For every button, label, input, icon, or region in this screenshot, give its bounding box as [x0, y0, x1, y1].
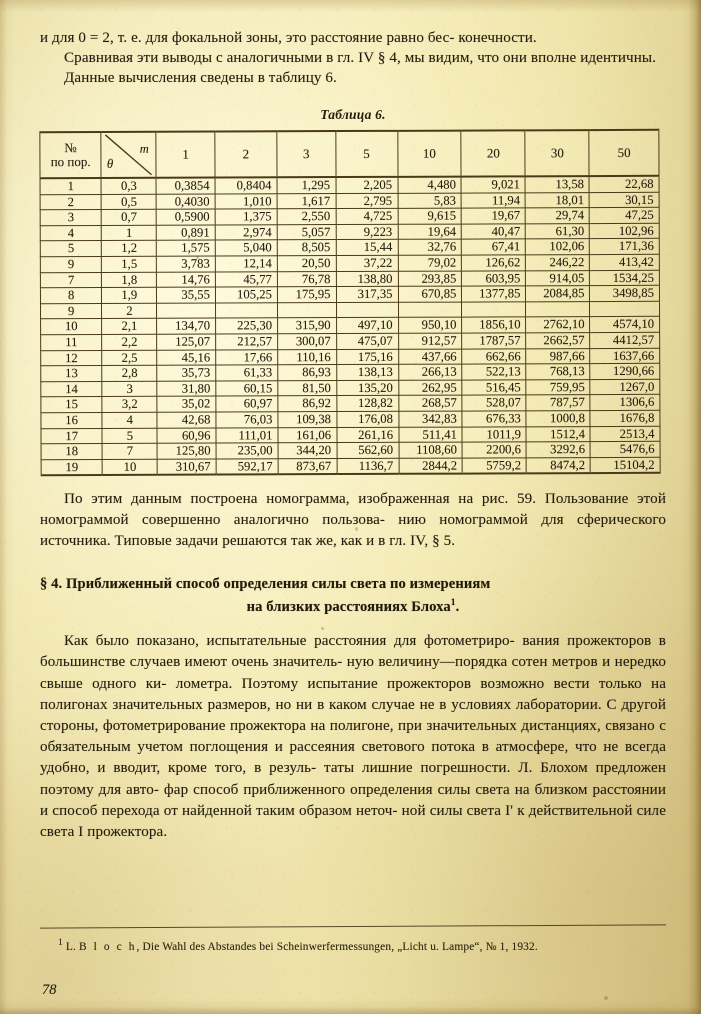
cell-value: 60,15: [216, 380, 278, 396]
cell-value: 5,057: [277, 224, 336, 240]
cell-value: 32,76: [398, 239, 462, 255]
table-header-row: [40, 129, 659, 177]
cell-value: 61,30: [526, 223, 590, 239]
paragraph-5-line-6: не в условиях лаборатории. С другой стороны, фотометрирование: [40, 696, 667, 734]
cell-value: 45,16: [157, 349, 216, 365]
table-row: [41, 425, 660, 443]
table-row: [40, 269, 659, 287]
cell-theta: 2,1: [102, 318, 157, 334]
cell-row-number: 2: [40, 194, 101, 210]
paragraph-5-line-2: вания прожекторов в большинстве случаев имеют очень значитель-: [40, 633, 667, 671]
footnote-separator-rule: [40, 924, 666, 928]
table-row: [41, 441, 660, 459]
header-theta-symbol: θ: [106, 155, 114, 171]
cell-value: 20,50: [277, 255, 336, 271]
footnote-line-2: Lampe“, № 1, 1932.: [442, 940, 538, 953]
cell-value: 592,17: [216, 458, 278, 474]
cell-value: 1,295: [277, 177, 336, 193]
paragraph-5-line-4: лометра. Поэтому испытание прожекторов возможно вести: [175, 675, 590, 692]
cell-value: 1512,4: [526, 426, 590, 442]
cell-value: 987,66: [526, 348, 590, 364]
cell-value: 262,95: [398, 379, 462, 395]
cell-value: 344,20: [278, 442, 337, 458]
paragraph-5-line-9: в атмосфере, что не всегда удобно, и вводит, кроме того, в резуль-: [40, 739, 666, 777]
cell-row-number: 12: [41, 350, 102, 366]
paragraph-1-line-1: и для 0 = 2, т. е. для фокальной зоны, это расстояние равно бес-: [40, 30, 455, 46]
cell-theta: 10: [102, 459, 157, 475]
cell-value: 29,74: [526, 207, 590, 223]
table-row: [40, 175, 659, 193]
scan-edge-bottom: [0, 998, 701, 1014]
cell-value: 2844,2: [399, 457, 463, 473]
header-m-symbol: m: [139, 141, 149, 156]
cell-row-number: 5: [40, 240, 101, 256]
section-heading: [40, 575, 666, 618]
cell-value: 300,07: [278, 333, 337, 349]
cell-theta: 2: [102, 303, 157, 319]
section-heading-line-1: § 4. Приближенный способ определения силы света по измерениям: [40, 575, 491, 592]
paragraph-4: [40, 489, 666, 553]
paragraph-5-line-11: фар способ приближенного определения силы света на близком: [163, 781, 588, 798]
cell-value: 60,97: [216, 396, 278, 412]
cell-row-number: 14: [41, 381, 102, 397]
cell-value: 950,10: [398, 317, 462, 333]
cell-value: 768,13: [526, 363, 590, 379]
cell-value: 2084,85: [526, 285, 590, 301]
scan-edge-top: [0, 0, 701, 12]
header-m-50: 50: [589, 129, 659, 175]
cell-value: 1787,57: [462, 332, 526, 348]
cell-value: 1290,66: [590, 363, 660, 379]
paragraph-1: [40, 28, 666, 49]
cell-theta: 1,5: [102, 256, 157, 272]
table-caption: Таблица 6.: [320, 106, 386, 122]
cell-value: 15104,2: [591, 457, 661, 473]
cell-value: 2762,10: [526, 317, 590, 333]
cell-value: 22,68: [589, 175, 659, 191]
cell-row-number: 4: [40, 225, 101, 241]
cell-value: 522,13: [462, 364, 526, 380]
cell-row-number: 17: [41, 428, 102, 444]
cell-value: 12,14: [215, 255, 277, 271]
header-row-number-line-1: №: [64, 139, 77, 155]
footnote-marker: 1: [58, 938, 63, 948]
cell-value: 60,96: [157, 427, 216, 443]
cell-value: 47,25: [590, 207, 660, 223]
cell-value: 171,36: [590, 238, 660, 254]
cell-theta: 1: [102, 225, 157, 241]
cell-value: 15,44: [336, 239, 398, 255]
cell-value: 1267,0: [590, 379, 660, 395]
section-heading-line-2-text: на близких расстояниях Блоха: [246, 598, 451, 615]
cell-value: 1,010: [215, 193, 277, 209]
table-row: [41, 363, 660, 381]
cell-value: 8,505: [277, 240, 336, 256]
cell-theta: 4: [102, 412, 157, 428]
paragraph-2-line-2: что они вполне идентичны.: [477, 50, 656, 67]
header-row-number-line-2: по пор.: [50, 153, 91, 169]
cell-value: 662,66: [462, 348, 526, 364]
paragraph-5-line-7: прожектора на полигоне, при значительных дистанциях, связано: [229, 717, 655, 734]
cell-theta: 3: [102, 381, 157, 397]
cell-value: 8474,2: [527, 457, 591, 473]
cell-value: 2662,57: [526, 332, 590, 348]
cell-value: 246,22: [526, 254, 590, 270]
table-row: [40, 223, 659, 241]
cell-row-number: 13: [41, 365, 102, 381]
cell-value: 86,92: [278, 395, 337, 411]
paragraph-4-line-1: По этим данным построена номограмма, изображенная на рис. 59.: [64, 490, 537, 507]
cell-value: 3498,85: [590, 285, 660, 301]
cell-value: 1377,85: [462, 286, 526, 302]
cell-value: 31,80: [157, 380, 216, 396]
cell-value: [157, 302, 216, 318]
table-row: [41, 457, 660, 475]
cell-value: 0,891: [157, 224, 216, 240]
cell-value: 437,66: [398, 348, 462, 364]
cell-value: 61,33: [216, 365, 278, 381]
footnote-area: [40, 926, 666, 955]
header-m-5: 5: [335, 130, 397, 176]
header-m-10: 10: [397, 130, 461, 176]
cell-value: 5759,2: [463, 457, 527, 473]
paragraph-5-line-12: расстоянии и способ перехода от найденной таким образом неточ-: [40, 781, 666, 819]
cell-value: 413,42: [590, 254, 660, 270]
section-heading-line-2-period: .: [455, 598, 460, 615]
paragraph-4-line-3: нию номограммой для сферического источника. Типовые задачи: [40, 512, 666, 550]
cell-value: 497,10: [336, 317, 398, 333]
cell-value: [277, 302, 336, 318]
cell-value: 3292,6: [526, 441, 590, 457]
cell-theta: 0,5: [101, 193, 156, 209]
table-row: [40, 207, 659, 225]
cell-value: 1856,10: [462, 317, 526, 333]
cell-value: 676,33: [462, 410, 526, 426]
cell-value: 45,77: [215, 271, 277, 287]
cell-value: 511,41: [399, 426, 463, 442]
cell-value: 212,57: [216, 333, 278, 349]
cell-value: 1136,7: [337, 458, 399, 474]
cell-value: 268,57: [398, 395, 462, 411]
cell-value: 5,040: [215, 240, 277, 256]
cell-value: 76,78: [277, 271, 336, 287]
table-row: [41, 332, 660, 350]
cell-value: 9,021: [461, 176, 525, 192]
cell-value: 342,83: [398, 411, 462, 427]
cell-value: 13,58: [525, 176, 589, 192]
cell-value: 516,45: [462, 379, 526, 395]
header-m-3: 3: [277, 131, 336, 177]
cell-value: 37,22: [336, 255, 398, 271]
cell-value: 79,02: [398, 255, 462, 271]
cell-value: 528,07: [462, 395, 526, 411]
cell-theta: 1,9: [102, 287, 157, 303]
cell-value: 1,617: [277, 193, 336, 209]
cell-theta: 1,2: [102, 240, 157, 256]
cell-value: 0,8404: [215, 177, 277, 193]
paragraph-5-line-1: Как было показано, испытательные расстояния для фотометриро-: [64, 633, 515, 650]
paragraph-4-line-4: решаются так же, как и в гл. IV, § 5.: [222, 533, 456, 550]
cell-value: [590, 301, 660, 317]
cell-value: 175,16: [336, 348, 398, 364]
section-heading-line-2: [40, 594, 666, 617]
cell-value: 9,615: [398, 208, 462, 224]
diagonal-split-cell: [102, 132, 156, 176]
table-row: [40, 254, 659, 272]
cell-value: 2513,4: [590, 425, 660, 441]
cell-value: 111,01: [216, 427, 278, 443]
cell-value: 0,4030: [156, 193, 215, 209]
cell-value: 3,783: [157, 256, 216, 272]
table-body: [40, 175, 660, 475]
cell-value: 19,67: [462, 208, 526, 224]
table-6: [39, 128, 660, 476]
cell-value: 19,64: [398, 223, 462, 239]
cell-row-number: 3: [40, 209, 101, 225]
table-row: [41, 379, 660, 397]
cell-value: 2,550: [277, 208, 336, 224]
paragraph-5-line-10: таты лишние погрешности. Л. Блохом предложен поэтому для авто-: [40, 760, 666, 798]
cell-value: 175,95: [277, 286, 336, 302]
cell-theta: 5: [102, 427, 157, 443]
footnote-title: , Die Wahl des Abstandes bei Scheinwerfermessungen, „Licht u.: [136, 940, 440, 953]
cell-value: 1,375: [215, 209, 277, 225]
cell-value: 176,08: [336, 411, 398, 427]
cell-value: 35,73: [157, 365, 216, 381]
cell-row-number: 7: [40, 272, 101, 288]
table-row: [40, 238, 659, 256]
cell-value: 1306,6: [590, 394, 660, 410]
cell-theta: 2,5: [102, 349, 157, 365]
cell-value: 14,76: [157, 271, 216, 287]
paragraph-5: [40, 631, 666, 843]
cell-value: 1676,8: [590, 410, 660, 426]
cell-theta: 7: [102, 443, 157, 459]
header-theta-m-diagonal: [101, 131, 156, 177]
cell-theta: 3,2: [102, 396, 157, 412]
cell-value: 1534,25: [590, 269, 660, 285]
table-row: [41, 301, 660, 319]
cell-row-number: 15: [41, 396, 102, 412]
cell-row-number: 19: [41, 459, 102, 475]
cell-value: 2200,6: [462, 442, 526, 458]
paragraph-5-line-8: с обязательным учетом поглощения и рассеяния светового потока: [40, 717, 666, 756]
paragraph-5-line-13: ной силы света I' к действительной силе света I прожектора.: [40, 802, 666, 840]
cell-value: 1011,9: [462, 426, 526, 442]
cell-value: 293,85: [398, 270, 462, 286]
cell-value: 1,575: [157, 240, 216, 256]
cell-value: 138,13: [336, 364, 398, 380]
cell-value: 562,60: [337, 442, 399, 458]
cell-value: 225,30: [216, 318, 278, 334]
cell-row-number: 8: [40, 287, 101, 303]
cell-value: 67,41: [462, 239, 526, 255]
table-row: [41, 316, 660, 334]
cell-value: 4,480: [398, 176, 462, 192]
cell-value: 4574,10: [590, 316, 660, 332]
cell-value: 4,725: [336, 208, 398, 224]
paragraph-5-line-5: только на полигонах значительных размеров, но ни в каком случае: [40, 675, 667, 713]
cell-value: 315,90: [278, 318, 337, 334]
table-row: [40, 192, 659, 210]
cell-value: 261,16: [337, 426, 399, 442]
header-m-1: 1: [156, 131, 215, 177]
footnote-text: [40, 936, 666, 955]
cell-value: 11,94: [461, 192, 525, 208]
paragraph-4-line-2: Пользование этой номограммой совершенно аналогично пользова-: [40, 490, 667, 529]
cell-value: 4412,57: [590, 332, 660, 348]
scan-edge-right: [681, 0, 701, 1014]
header-row-number: [40, 132, 102, 178]
footnote-marker-heading: 1: [450, 597, 456, 608]
cell-value: 135,20: [336, 380, 398, 396]
cell-value: 81,50: [278, 380, 337, 396]
cell-value: 125,80: [157, 443, 216, 459]
cell-value: 873,67: [278, 458, 337, 474]
paragraph-2-line-1: Сравнивая эти выводы с аналогичными в гл. IV § 4, мы видим,: [64, 50, 474, 67]
cell-value: 912,57: [398, 333, 462, 349]
footnote-author-initial: L.: [65, 940, 77, 953]
cell-value: 161,06: [278, 427, 337, 443]
table-row: [41, 394, 660, 412]
cell-value: 102,06: [526, 239, 590, 255]
cell-theta: 2,8: [102, 365, 157, 381]
cell-value: 759,95: [526, 379, 590, 395]
paragraph-2: [40, 48, 666, 69]
cell-value: 35,02: [157, 396, 216, 412]
cell-theta: 0,3: [101, 177, 156, 193]
cell-value: 670,85: [398, 286, 462, 302]
cell-value: 5,83: [398, 192, 462, 208]
table-row: [41, 347, 660, 365]
cell-value: [398, 301, 462, 317]
cell-value: 317,35: [336, 286, 398, 302]
cell-value: 2,205: [336, 176, 398, 192]
cell-value: 35,55: [157, 287, 216, 303]
cell-row-number: 9: [41, 303, 102, 319]
cell-value: 2,795: [336, 193, 398, 209]
cell-value: 76,03: [216, 411, 278, 427]
cell-value: 42,68: [157, 412, 216, 428]
table-6-container: [39, 128, 660, 476]
table-head: [40, 129, 659, 177]
cell-theta: 2,2: [102, 334, 157, 350]
table-row: [40, 285, 659, 303]
cell-value: 914,05: [526, 270, 590, 286]
cell-value: 17,66: [216, 349, 278, 365]
cell-row-number: 10: [41, 318, 102, 334]
cell-value: 475,07: [336, 333, 398, 349]
cell-value: 86,93: [278, 364, 337, 380]
cell-theta: 0,7: [102, 209, 157, 225]
cell-value: 2,974: [215, 224, 277, 240]
cell-theta: 1,8: [102, 271, 157, 287]
scan-edge-left: [0, 0, 14, 1014]
cell-value: 266,13: [398, 364, 462, 380]
cell-value: 18,01: [526, 192, 590, 208]
table-row: [41, 410, 660, 428]
paragraph-5-line-3: ную величину—порядка сотен метров и нередко свыше одного ки-: [40, 654, 666, 692]
cell-value: 0,3854: [156, 177, 215, 193]
cell-value: 109,38: [278, 411, 337, 427]
paragraph-1-line-2: конечности.: [458, 30, 537, 46]
cell-value: [526, 301, 590, 317]
cell-value: [215, 302, 277, 318]
cell-value: 1637,66: [590, 347, 660, 363]
page-content: [40, 28, 666, 843]
cell-value: 310,67: [157, 458, 216, 474]
cell-value: 110,16: [278, 349, 337, 365]
cell-value: 134,70: [157, 318, 216, 334]
header-m-20: 20: [461, 130, 525, 176]
page-number: 78: [42, 982, 57, 998]
cell-value: 40,47: [462, 223, 526, 239]
footnote-author-name: B l o c h: [79, 940, 137, 953]
cell-value: 105,25: [215, 287, 277, 303]
cell-value: 128,82: [336, 395, 398, 411]
paragraph-3: Данные вычисления сведены в таблицу 6.: [64, 70, 337, 87]
cell-row-number: 18: [41, 443, 102, 459]
cell-value: 603,95: [462, 270, 526, 286]
cell-value: 0,5900: [157, 209, 216, 225]
cell-value: 235,00: [216, 442, 278, 458]
cell-row-number: 16: [41, 412, 102, 428]
cell-value: 1000,8: [526, 410, 590, 426]
cell-row-number: 1: [40, 178, 101, 194]
header-m-2: 2: [215, 131, 277, 177]
cell-value: 30,15: [590, 192, 660, 208]
cell-value: 787,57: [526, 394, 590, 410]
cell-value: 138,80: [336, 270, 398, 286]
cell-value: 9,223: [336, 224, 398, 240]
cell-value: [462, 301, 526, 317]
cell-value: 102,96: [590, 223, 660, 239]
cell-value: 5476,6: [591, 441, 661, 457]
cell-row-number: 11: [41, 334, 102, 350]
cell-value: [336, 302, 398, 318]
cell-value: 126,62: [462, 254, 526, 270]
cell-value: 125,07: [157, 334, 216, 350]
cell-row-number: 9: [40, 256, 101, 272]
cell-value: 1108,60: [399, 442, 463, 458]
header-m-30: 30: [525, 130, 589, 176]
